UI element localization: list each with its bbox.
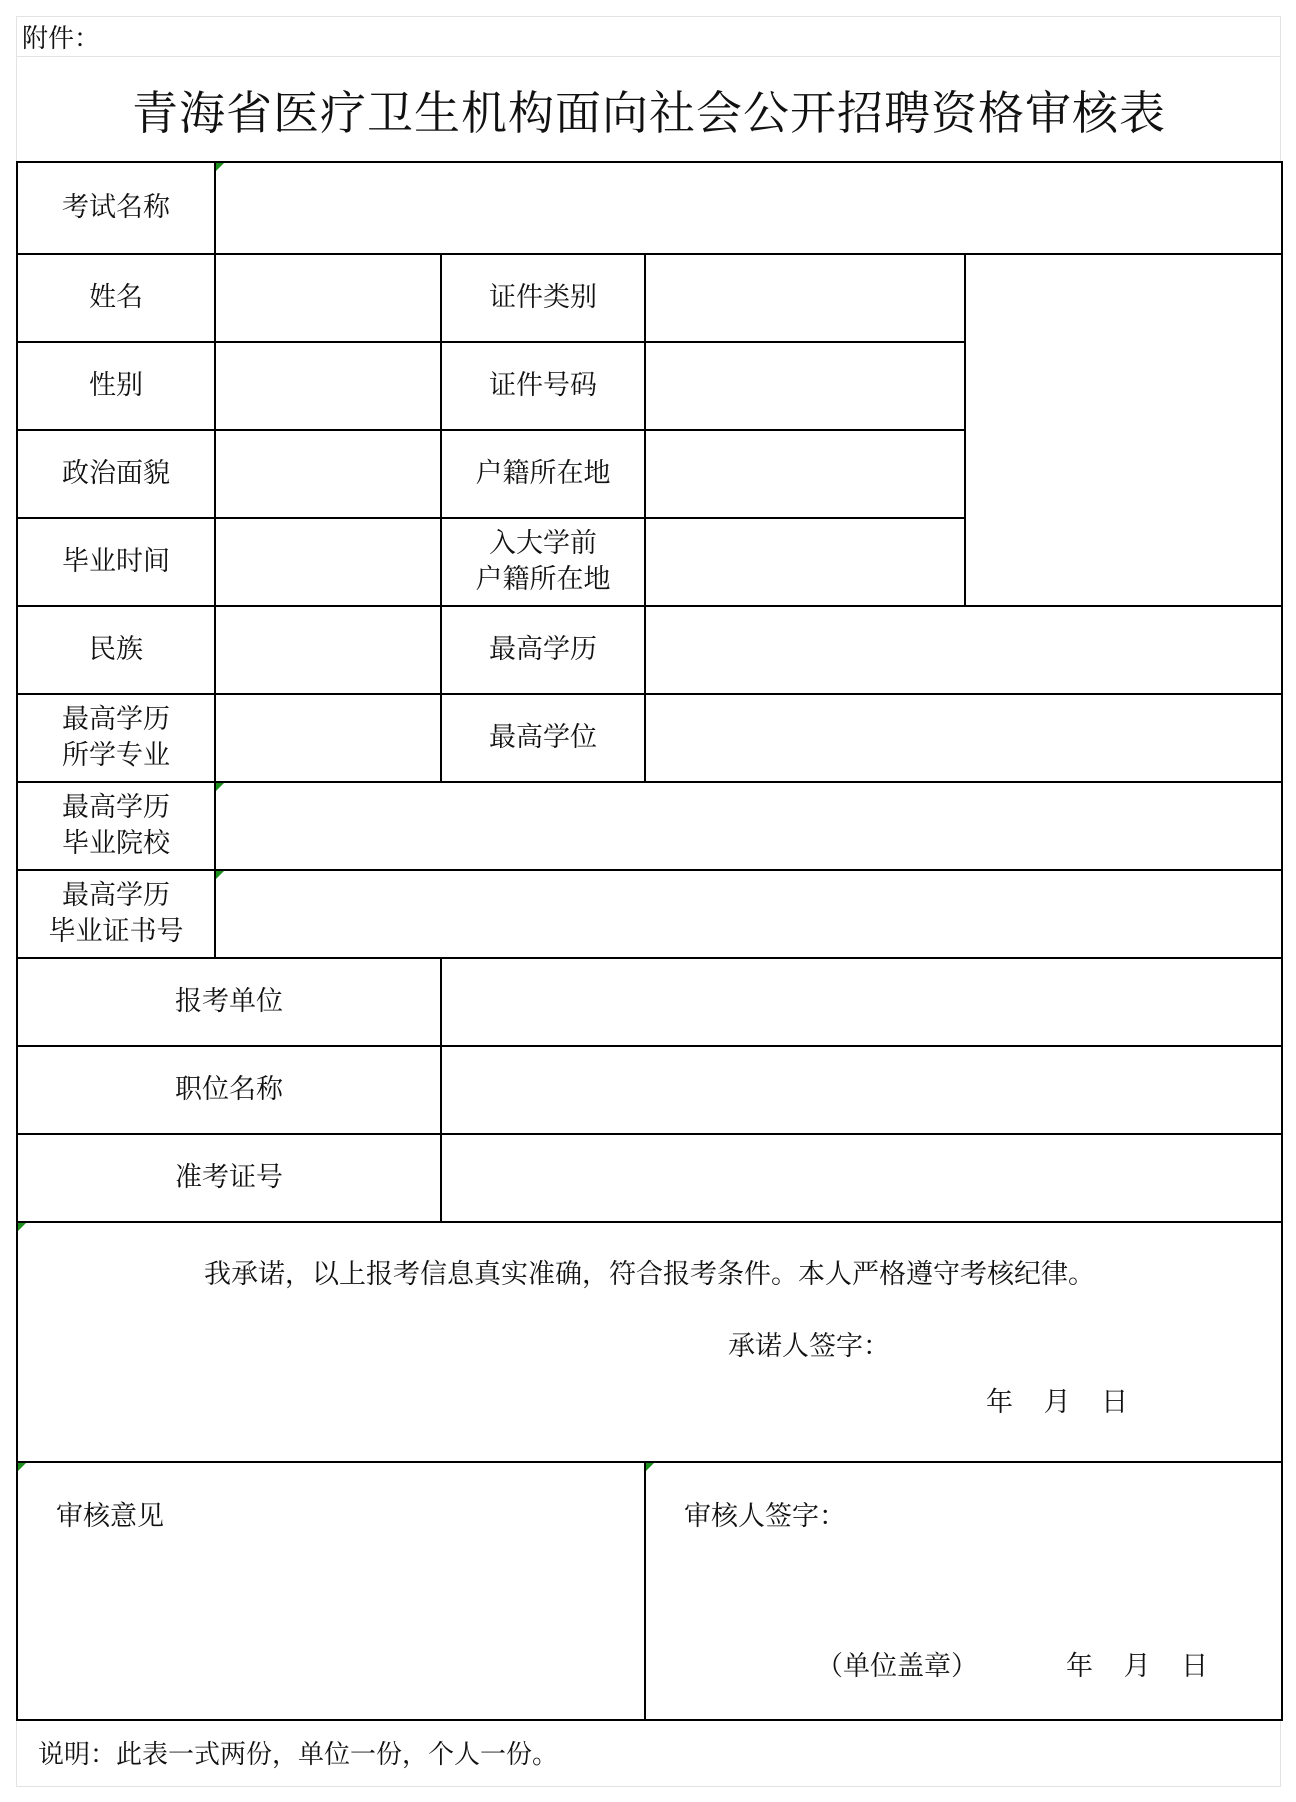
admission-ticket-label: 准考证号 [17, 1134, 441, 1222]
major-label-line2: 所学专业 [62, 740, 170, 771]
table-row [17, 254, 1282, 342]
highest-degree-label: 最高学位 [441, 694, 645, 782]
attachment-label: 附件： [22, 24, 101, 54]
sheet-grid-line [16, 1720, 17, 1786]
table-row [17, 782, 1282, 870]
table-row [17, 606, 1282, 694]
exam-name-field[interactable] [215, 162, 1282, 254]
table-row [17, 162, 1282, 254]
id-number-label: 证件号码 [441, 342, 645, 430]
cell-marker-icon [18, 1463, 26, 1471]
political-status-field[interactable] [215, 430, 441, 518]
table-row [17, 1462, 1282, 1720]
exam-name-label: 考试名称 [17, 162, 215, 254]
major-field[interactable] [215, 694, 441, 782]
table-row [17, 870, 1282, 958]
promise-signature-label[interactable]: 承诺人签字： [728, 1331, 890, 1362]
id-number-field[interactable] [645, 342, 965, 430]
table-row [17, 694, 1282, 782]
highest-degree-field[interactable] [645, 694, 1282, 782]
highest-education-field[interactable] [645, 606, 1282, 694]
cell-marker-icon [216, 163, 224, 171]
pre-college-household-label [441, 518, 645, 606]
graduation-time-label: 毕业时间 [17, 518, 215, 606]
photo-box[interactable] [965, 254, 1282, 606]
major-label [17, 694, 215, 782]
applied-unit-field[interactable] [441, 958, 1282, 1046]
school-field[interactable] [215, 782, 1282, 870]
promise-date: 年 月 日 [986, 1387, 1129, 1418]
id-type-field[interactable] [645, 254, 965, 342]
sheet-grid-line [16, 16, 1281, 17]
position-name-label: 职位名称 [17, 1046, 441, 1134]
reviewer-signature-label: 审核人签字： [684, 1501, 846, 1532]
ethnicity-field[interactable] [215, 606, 441, 694]
form-title: 青海省医疗卫生机构面向社会公开招聘资格审核表 [132, 86, 1166, 140]
certificate-label-line1: 最高学历 [62, 880, 170, 911]
pre-college-household-label-line1: 入大学前 [489, 528, 597, 559]
highest-education-label: 最高学历 [441, 606, 645, 694]
position-name-field[interactable] [441, 1046, 1282, 1134]
certificate-number-field[interactable] [215, 870, 1282, 958]
admission-ticket-field[interactable] [441, 1134, 1282, 1222]
review-date: 年 月 日 [1066, 1651, 1209, 1682]
name-field[interactable] [215, 254, 441, 342]
cell-marker-icon [216, 783, 224, 791]
sheet-grid-line [16, 56, 1281, 57]
gender-label: 性别 [17, 342, 215, 430]
certificate-label-line2: 毕业证书号 [48, 916, 184, 947]
qualification-review-table [16, 161, 1283, 1721]
pre-college-household-field[interactable] [645, 518, 965, 606]
review-opinion-cell[interactable] [17, 1462, 645, 1720]
school-label-line1: 最高学历 [62, 792, 170, 823]
promise-statement: 我承诺，以上报考信息真实准确，符合报考条件。本人严格遵守考核纪律。 [204, 1259, 1095, 1290]
reviewer-signature-cell[interactable] [645, 1462, 1282, 1720]
applied-unit-label: 报考单位 [17, 958, 441, 1046]
footer-note: 说明：此表一式两份，单位一份，个人一份。 [38, 1740, 559, 1770]
table-row [17, 1222, 1282, 1462]
certificate-label [17, 870, 215, 958]
sheet-grid-line [1280, 1720, 1281, 1786]
table-row [17, 1046, 1282, 1134]
cell-marker-icon [18, 1223, 26, 1231]
promise-cell [17, 1222, 1282, 1462]
household-location-field[interactable] [645, 430, 965, 518]
unit-stamp-label: （单位盖章） [816, 1651, 978, 1682]
cell-marker-icon [216, 871, 224, 879]
major-label-line1: 最高学历 [62, 704, 170, 735]
gender-field[interactable] [215, 342, 441, 430]
table-row [17, 1134, 1282, 1222]
name-label: 姓名 [17, 254, 215, 342]
ethnicity-label: 民族 [17, 606, 215, 694]
cell-marker-icon [646, 1463, 654, 1471]
sheet-grid-line [16, 1786, 1281, 1787]
school-label [17, 782, 215, 870]
pre-college-household-label-line2: 户籍所在地 [475, 564, 611, 595]
graduation-time-field[interactable] [215, 518, 441, 606]
table-row [17, 958, 1282, 1046]
school-label-line2: 毕业院校 [62, 828, 170, 859]
id-type-label: 证件类别 [441, 254, 645, 342]
review-opinion-label: 审核意见 [56, 1501, 164, 1532]
political-status-label: 政治面貌 [17, 430, 215, 518]
household-location-label: 户籍所在地 [441, 430, 645, 518]
